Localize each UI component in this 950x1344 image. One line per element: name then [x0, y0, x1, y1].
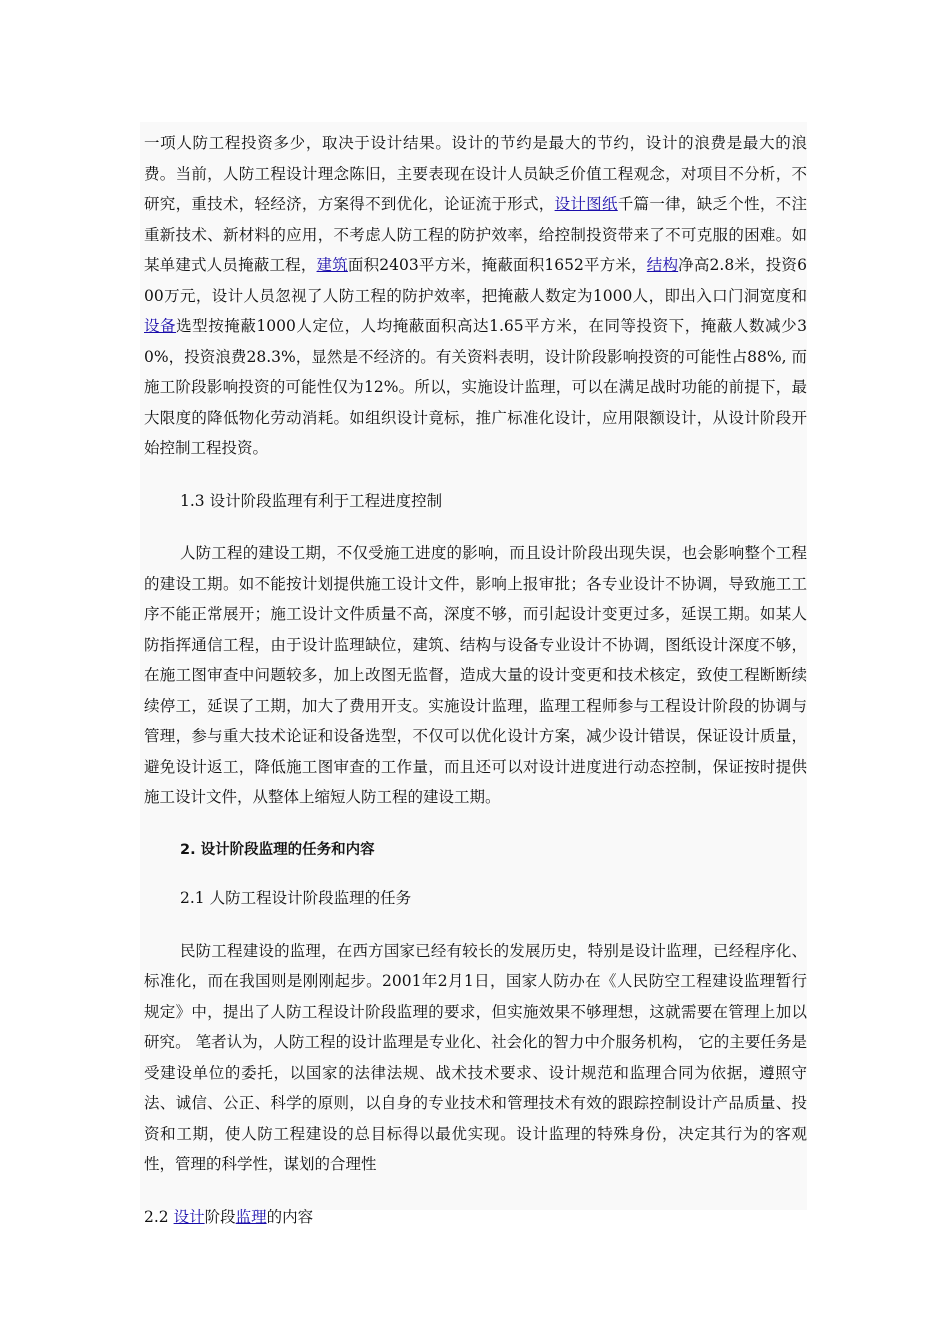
- link-supervision[interactable]: 监理: [235, 1207, 267, 1226]
- document-body: [144, 128, 807, 1232]
- heading-text: 的内容: [266, 1207, 314, 1226]
- section-heading-2-1: 2.1 人防工程设计阶段监理的任务: [180, 889, 412, 907]
- paragraph-schedule: 人防工程的建设工期，不仅受施工进度的影响，而且设计阶段出现失误，也会影响整个工程的建设工期。如不能按计划提供施工设计文件，影响上报审批；各专业设计不协调，导致施工工序不能正常展开；施工设计文件质量不高，深度不够，而引起设计变更过多，延误工期。如某人防指挥通信工程，由于设计监理缺位，建筑、结构与设备专业设计不协调，图纸设计深度不够，在施工图审查中问题较多，加上改图无监督，造成大量的设计变更和技术核定，致使工程断断续续停工，延误了工期，加大了费用开支。实施设计监理，监理工程师参与工程设计阶段的协调与管理，参与重大技术论证和设备选型，不仅可以优化设计方案，减少设计错误，保证设计质量，避免设计返工，降低施工图审查的工作量，而且还可以对设计进度进行动态控制，保证按时提供施工设计文件，从整体上缩短人防工程的建设工期。: [144, 544, 807, 806]
- link-design[interactable]: 设计: [173, 1207, 205, 1226]
- heading-text: 阶段: [204, 1207, 236, 1226]
- section-heading-1-3: 1.3 设计阶段监理有利于工程进度控制: [180, 491, 443, 510]
- section-heading-2-2: [144, 1202, 807, 1233]
- link-structure[interactable]: 结构: [646, 256, 679, 274]
- paragraph-text: 千篇一律，缺乏个性，不注重新技术、新材料的应用，不考虑人防工程的防护效率，给控制投资带来了不可克服的困难。如某单建式人员掩蔽工程，: [144, 195, 807, 274]
- paragraph-text: 面积2403平方米，掩蔽面积1652平方米，: [347, 256, 647, 274]
- paragraph-investment: [144, 128, 807, 464]
- section-heading-2: 2. 设计阶段监理的任务和内容: [180, 841, 375, 858]
- link-equipment[interactable]: 设备: [144, 317, 177, 335]
- paragraph-text: 净高2.8米，投资600万元，设计人员忽视了人防工程的防护效率，把掩蔽人数定为1000人，即出入口门洞宽度和: [144, 256, 807, 305]
- link-design-drawings[interactable]: 设计图纸: [554, 195, 618, 213]
- paragraph-tasks: 民防工程建设的监理，在西方国家已经有较长的发展历史，特别是设计监理，已经程序化、标准化，而在我国则是刚刚起步。2001年2月1日，国家人防办在《人民防空工程建设监理暂行规定》中，提出了人防工程设计阶段监理的要求，但实施效果不够理想，这就需要在管理上加以研究。 笔者认为，人防工程的设计监理是专业化、社会化的智力中介服务机构， 它的主要任务是受建设单位的委托，以国家的法律法规、战术技术要求、设计规范和监理合同为依据，遵照守法、诚信、公正、科学的原则，以自身的专业技术和管理技术有效的跟踪控制设计产品质量、投资和工期，使人防工程建设的总目标得以最优实现。设计监理的特殊身份，决定其行为的客观性，管理的科学性，谋划的合理性: [144, 941, 807, 1173]
- paragraph-text: 一项人防工程投资多少，取决于设计结果。设计的节约是最大的节约，设计的浪费是最大的浪费。当前，人防工程设计理念陈旧，主要表现在设计人员缺乏价值工程观念，对项目不分析，不研究，重技术，轻经济，方案得不到优化，论证流于形式，: [144, 134, 807, 213]
- link-building[interactable]: 建筑: [316, 256, 348, 274]
- heading-prefix: 2.2: [144, 1207, 174, 1226]
- paragraph-text: 选型按掩蔽1000人定位，人均掩蔽面积高达1.65平方米，在同等投资下，掩蔽人数减少30%，投资浪费28.3%，显然是不经济的。有关资料表明，设计阶段影响投资的可能性占88%, 而施工阶段影响投资的可能性仅为12%。所以，实施设计监理，可以在满足战时功能的前提下，最大限度的降低物化劳动消耗。如组织设计竟标，推广标准化设计，应用限额设计，从设计阶段开始控制工程投资。: [144, 317, 807, 457]
